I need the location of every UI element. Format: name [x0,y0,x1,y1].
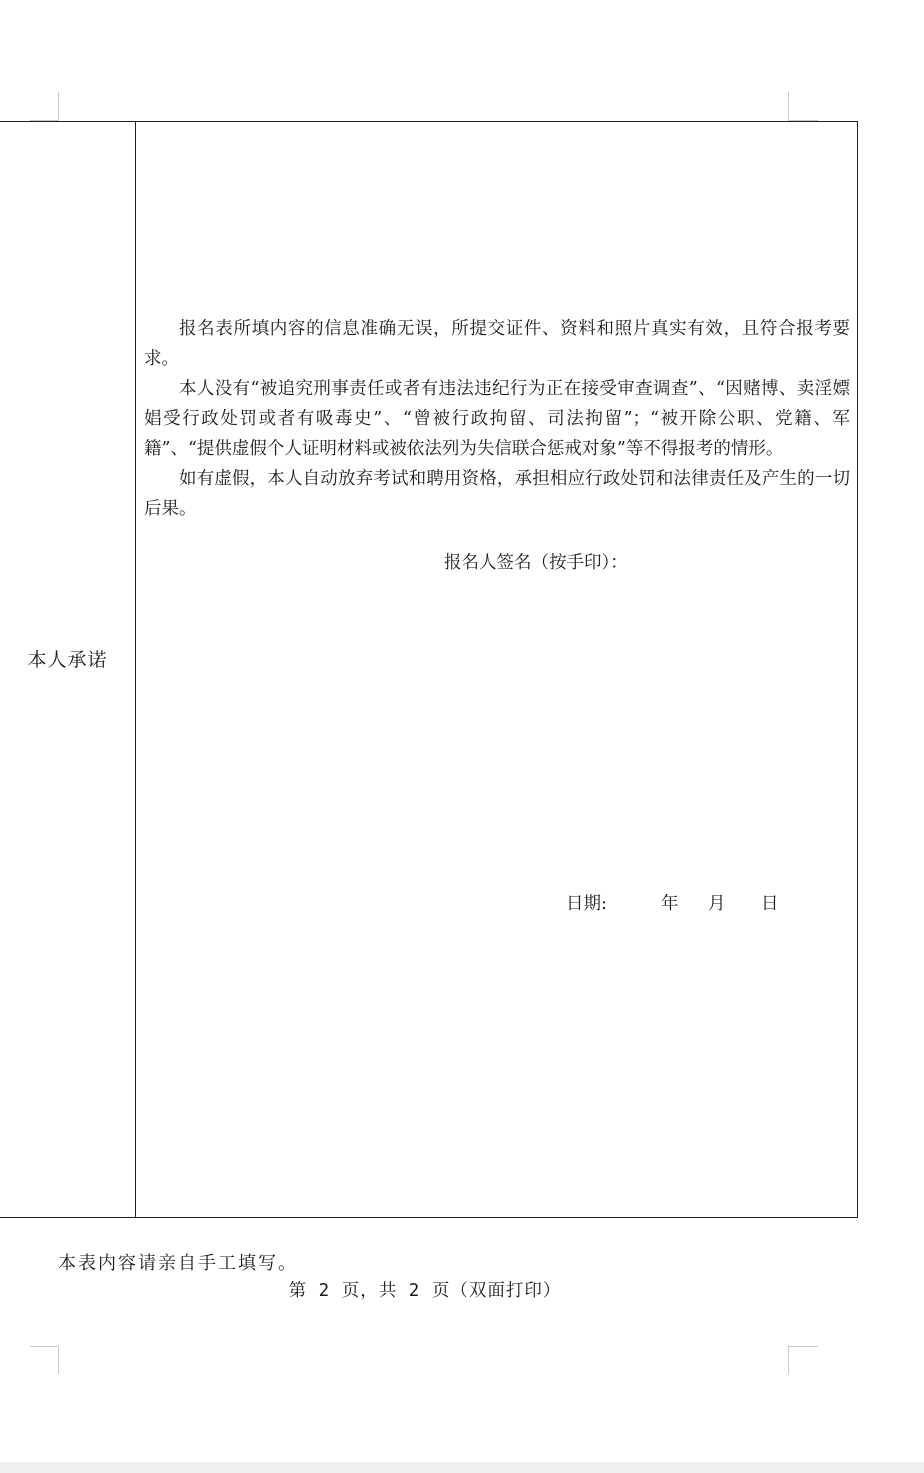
crop-mark-bottom-right-horizontal [788,1346,818,1347]
crop-mark-top-right-vertical [788,92,789,121]
pledge-content [144,314,850,524]
page-info: 第 2 页，共 2 页（双面打印） [288,1281,562,1301]
crop-mark-bottom-left-vertical [58,1346,59,1374]
crop-mark-bottom-left-horizontal [30,1346,59,1347]
pledge-paragraph-1: 报名表所填内容的信息准确无误，所提交证件、资料和照片真实有效，且符合报考要求。 [144,319,850,369]
crop-mark-top-left-vertical [58,92,59,121]
date-year: 年 [661,894,679,914]
pledge-paragraph-2: 本人没有“被追究刑事责任或者有违法违纪行为正在接受审查调查”、“因赌博、卖淫嫖娼受行政处罚或者有吸毒史”、“曾被行政拘留、司法拘留”；“被开除公职、党籍、军籍”、“提供虚假个人证明材料或被依法列为失信联合惩戒对象”等不得报考的情形。 [144,379,850,459]
bottom-edge [0,1462,924,1473]
row-label-pledge: 本人承诺 [27,649,108,671]
pledge-paragraph-3: 如有虚假，本人自动放弃考试和聘用资格，承担相应行政处罚和法律责任及产生的一切后果。 [144,469,850,519]
table-column-divider [135,121,136,1218]
footer-note: 本表内容请亲自手工填写。 [58,1253,298,1274]
date-label: 日期: [566,894,607,914]
signature-label: 报名人签名（按手印）： [444,553,628,573]
crop-mark-bottom-right-vertical [788,1346,789,1374]
date-month: 月 [708,894,726,914]
date-line [566,890,779,915]
date-day: 日 [761,894,779,914]
